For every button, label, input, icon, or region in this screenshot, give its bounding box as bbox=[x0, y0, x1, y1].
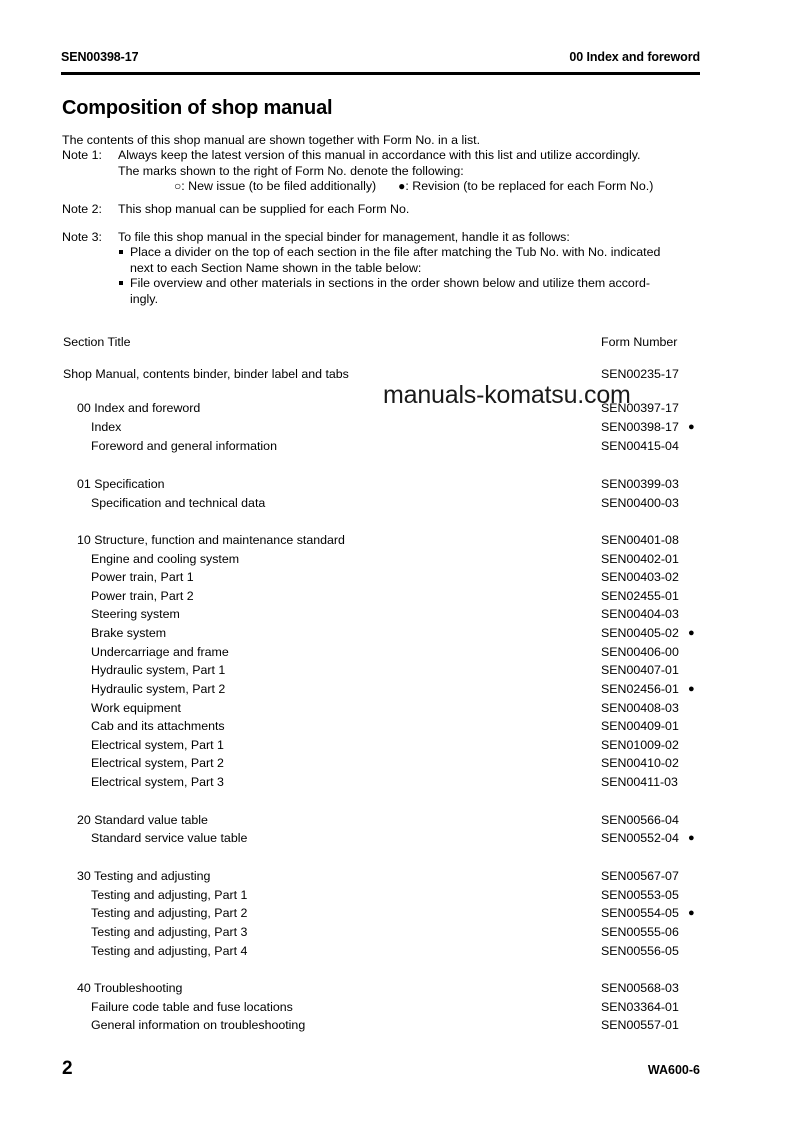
table-row bbox=[0, 418, 794, 436]
note-3-line-1: To file this shop manual in the special binder for management, handle it as follows: bbox=[118, 230, 570, 244]
row-form-number: SEN00406-00 bbox=[601, 645, 679, 659]
row-form-number: SEN00408-03 bbox=[601, 701, 679, 715]
table-row bbox=[0, 829, 794, 847]
row-section-title: 40 Troubleshooting bbox=[77, 981, 183, 995]
note-3-label: Note 3: bbox=[62, 230, 102, 244]
column-header-form-number: Form Number bbox=[601, 335, 678, 349]
page-title: Composition of shop manual bbox=[62, 97, 333, 119]
row-form-number: SEN00552-04 bbox=[601, 831, 679, 845]
new-issue-text: : New issue (to be filed additionally) bbox=[181, 179, 377, 194]
header-document-number: SEN00398-17 bbox=[61, 50, 139, 64]
row-form-number: SEN00235-17 bbox=[601, 367, 679, 381]
table-row bbox=[0, 550, 794, 568]
note-3-bullet-2-line-1: File overview and other materials in sections in the order shown below and utilize them accord- bbox=[130, 276, 650, 291]
table-row bbox=[0, 736, 794, 754]
intro-lead: The contents of this shop manual are shown together with Form No. in a list. bbox=[62, 133, 481, 147]
note-2-label: Note 2: bbox=[62, 201, 102, 216]
table-row bbox=[0, 904, 794, 922]
revision-filled-circle-icon: ● bbox=[688, 832, 695, 844]
table-row bbox=[0, 624, 794, 642]
table-row bbox=[0, 605, 794, 623]
row-form-number: SEN01009-02 bbox=[601, 738, 679, 752]
table-row bbox=[0, 942, 794, 960]
table-row bbox=[0, 531, 794, 549]
row-form-number: SEN00411-03 bbox=[601, 775, 678, 789]
table-row bbox=[0, 979, 794, 997]
row-form-number: SEN00402-01 bbox=[601, 552, 679, 566]
row-section-title: General information on troubleshooting bbox=[91, 1018, 306, 1032]
row-section-title: Shop Manual, contents binder, binder label and tabs bbox=[63, 367, 349, 381]
row-section-title: Testing and adjusting, Part 4 bbox=[91, 944, 248, 958]
row-form-number: SEN00401-08 bbox=[601, 533, 679, 547]
row-form-number: SEN00410-02 bbox=[601, 756, 679, 770]
table-row bbox=[0, 437, 794, 455]
note-3-bullet-2-line-2: ingly. bbox=[130, 291, 159, 306]
row-section-title: Testing and adjusting, Part 1 bbox=[91, 888, 248, 902]
table-row bbox=[0, 923, 794, 941]
row-section-title: Failure code table and fuse locations bbox=[91, 1000, 293, 1014]
row-form-number: SEN00566-04 bbox=[601, 813, 679, 827]
table-row bbox=[0, 998, 794, 1016]
revision-text: : Revision (to be replaced for each Form No.) bbox=[405, 179, 654, 194]
row-section-title: Cab and its attachments bbox=[91, 719, 225, 733]
row-section-title: Testing and adjusting, Part 3 bbox=[91, 925, 248, 939]
row-section-title: Engine and cooling system bbox=[91, 552, 240, 566]
row-section-title: Undercarriage and frame bbox=[91, 645, 229, 659]
table-row bbox=[0, 1016, 794, 1034]
row-form-number: SEN00409-01 bbox=[601, 719, 679, 733]
row-section-title: Work equipment bbox=[91, 701, 181, 715]
table-row bbox=[0, 568, 794, 586]
table-row bbox=[0, 867, 794, 885]
row-form-number: SEN02456-01 bbox=[601, 682, 679, 696]
row-form-number: SEN03364-01 bbox=[601, 1000, 679, 1014]
note-3-bullet-1-line-2: next to each Section Name shown in the table below: bbox=[130, 260, 422, 275]
row-section-title: Electrical system, Part 1 bbox=[91, 738, 224, 752]
table-row bbox=[0, 643, 794, 661]
footer-page-number: 2 bbox=[62, 1058, 73, 1079]
column-header-section-title: Section Title bbox=[63, 335, 131, 349]
row-section-title: 01 Specification bbox=[77, 477, 165, 491]
row-section-title: Electrical system, Part 2 bbox=[91, 756, 224, 770]
revision-filled-circle-icon: ● bbox=[688, 907, 695, 919]
row-section-title: 10 Structure, function and maintenance standard bbox=[77, 533, 345, 547]
row-form-number: SEN00397-17 bbox=[601, 401, 679, 415]
row-section-title: Steering system bbox=[91, 607, 180, 621]
table-row bbox=[0, 587, 794, 605]
row-form-number: SEN00554-05 bbox=[601, 906, 679, 920]
table-row bbox=[0, 811, 794, 829]
revision-filled-circle-icon: ● bbox=[688, 421, 695, 433]
table-column-headers bbox=[0, 333, 794, 351]
header-section-name: 00 Index and foreword bbox=[569, 50, 700, 64]
row-form-number: SEN00415-04 bbox=[601, 439, 679, 453]
row-section-title: 30 Testing and adjusting bbox=[77, 869, 211, 883]
table-row bbox=[0, 699, 794, 717]
row-section-title: 00 Index and foreword bbox=[77, 401, 201, 415]
row-form-number: SEN00567-07 bbox=[601, 869, 679, 883]
table-row bbox=[0, 680, 794, 698]
row-form-number: SEN00399-03 bbox=[601, 477, 679, 491]
row-section-title: Index bbox=[91, 420, 122, 434]
table-row bbox=[0, 886, 794, 904]
row-section-title: Standard service value table bbox=[91, 831, 248, 845]
table-row bbox=[0, 494, 794, 512]
table-row bbox=[0, 773, 794, 791]
row-section-title: 20 Standard value table bbox=[77, 813, 208, 827]
footer-model-name: WA600-6 bbox=[647, 1063, 700, 1077]
row-section-title: Hydraulic system, Part 2 bbox=[91, 682, 226, 696]
row-form-number: SEN02455-01 bbox=[601, 589, 679, 603]
row-form-number: SEN00403-02 bbox=[601, 570, 679, 584]
revision-filled-circle-icon: ● bbox=[688, 683, 695, 695]
row-form-number: SEN00404-03 bbox=[601, 607, 679, 621]
row-form-number: SEN00555-06 bbox=[601, 925, 679, 939]
row-form-number: SEN00398-17 bbox=[601, 420, 679, 434]
note-1-line-2: The marks shown to the right of Form No. denote the following: bbox=[118, 163, 464, 178]
row-form-number: SEN00556-05 bbox=[601, 944, 679, 958]
table-row bbox=[0, 475, 794, 493]
note-1-line-1: Always keep the latest version of this manual in accordance with this list and utilize accordingly. bbox=[118, 148, 641, 163]
table-row bbox=[0, 717, 794, 735]
row-form-number: SEN00407-01 bbox=[601, 663, 679, 677]
row-section-title: Power train, Part 1 bbox=[91, 570, 194, 584]
row-form-number: SEN00557-01 bbox=[601, 1018, 679, 1032]
note-3-bullet-1-line-1: Place a divider on the top of each section in the file after matching the Tub No. with No. indicated bbox=[130, 245, 661, 260]
row-section-title: Testing and adjusting, Part 2 bbox=[91, 906, 248, 920]
row-form-number: SEN00400-03 bbox=[601, 496, 679, 510]
row-section-title: Brake system bbox=[91, 626, 167, 640]
note-1-label: Note 1: bbox=[62, 148, 102, 163]
table-row bbox=[0, 661, 794, 679]
row-section-title: Foreword and general information bbox=[91, 439, 277, 453]
row-section-title: Electrical system, Part 3 bbox=[91, 775, 224, 789]
row-form-number: SEN00568-03 bbox=[601, 981, 679, 995]
row-form-number: SEN00405-02 bbox=[601, 626, 679, 640]
revision-filled-circle-icon: ● bbox=[398, 179, 406, 194]
watermark: manuals-komatsu.com bbox=[383, 381, 631, 409]
row-section-title: Power train, Part 2 bbox=[91, 589, 194, 603]
new-issue-circle-icon: ○ bbox=[174, 179, 182, 194]
revision-filled-circle-icon: ● bbox=[688, 627, 695, 639]
row-form-number: SEN00553-05 bbox=[601, 888, 679, 902]
table-row bbox=[0, 754, 794, 772]
row-section-title: Hydraulic system, Part 1 bbox=[91, 663, 226, 677]
row-section-title: Specification and technical data bbox=[91, 496, 266, 510]
note-2-line-1: This shop manual can be supplied for each Form No. bbox=[118, 201, 410, 216]
